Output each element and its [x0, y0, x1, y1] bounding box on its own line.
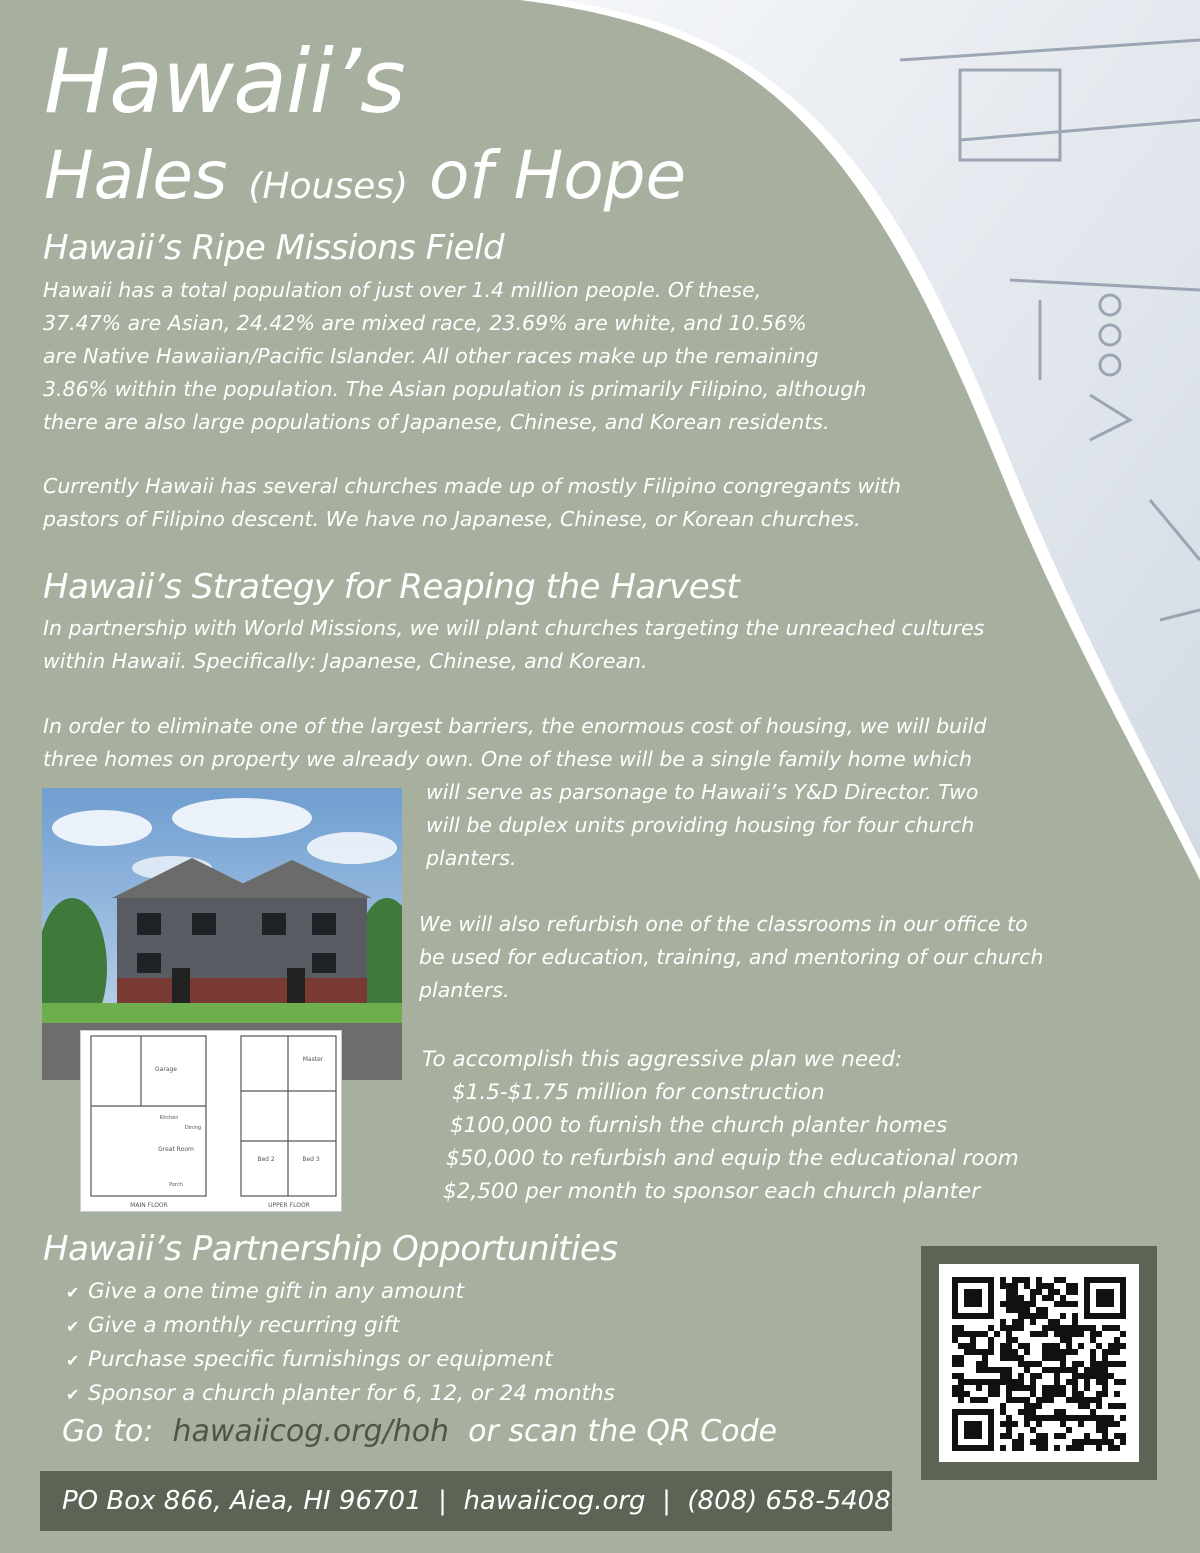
need-item: $50,000 to refurbish and equip the educational room	[446, 1146, 1019, 1171]
need-item: $1.5-$1.75 million for construction	[452, 1080, 825, 1105]
goto-suffix: or scan the QR Code	[449, 1414, 777, 1449]
plan-dining-label: Dining	[184, 1125, 202, 1131]
need-item: $2,500 per month to sponsor each church planter	[443, 1179, 981, 1204]
plan-master-label: Master	[302, 1056, 324, 1063]
list-item	[66, 1275, 615, 1309]
opportunity-text: Sponsor a church planter for 6, 12, or 24 months	[88, 1381, 615, 1406]
main-title-line2	[44, 137, 687, 214]
opportunity-text: Purchase specific furnishings or equipment	[88, 1347, 553, 1372]
list-item	[66, 1377, 615, 1411]
main-title-line1: Hawaii’s	[44, 30, 405, 133]
goto-prefix: Go to:	[62, 1414, 173, 1449]
section-strategy-heading: Hawaii’s Strategy for Reaping the Harvest	[43, 567, 740, 607]
housing-paragraph: In order to eliminate one of the largest barriers, the enormous cost of housing, we will build three homes on property we already own. One of these will be a single family home which	[43, 714, 987, 771]
plan-great-room-label: Great Room	[158, 1146, 194, 1153]
list-item	[66, 1309, 615, 1343]
list-item	[66, 1343, 615, 1377]
funding-needs	[422, 1043, 1019, 1208]
plan-garage-label: Garage	[155, 1066, 177, 1073]
churches-paragraph: Currently Hawaii has several churches made up of mostly Filipino congregants with pastors of Filipino descent. We have no Japanese, Chinese, or Korean churches.	[43, 474, 901, 531]
plan-main-floor-label: MAIN FLOOR	[130, 1202, 168, 1209]
opportunity-text: Give a one time gift in any amount	[88, 1279, 464, 1304]
title-houses: (Houses)	[248, 166, 409, 207]
checkmark-icon: ✔	[66, 1385, 80, 1404]
qr-code[interactable]	[939, 1264, 1139, 1462]
plan-bed3-label: Bed 3	[302, 1156, 320, 1163]
plan-upper-floor-label: UPPER FLOOR	[268, 1202, 310, 1209]
classroom-paragraph: We will also refurbish one of the classrooms in our office to be used for education, training, and mentoring of our church planters.	[419, 912, 1044, 1002]
need-item: $100,000 to furnish the church planter homes	[450, 1113, 948, 1138]
section-partnership-heading: Hawaii’s Partnership Opportunities	[43, 1229, 618, 1269]
checkmark-icon: ✔	[66, 1283, 80, 1302]
opportunity-text: Give a monthly recurring gift	[88, 1313, 400, 1338]
checkmark-icon: ✔	[66, 1317, 80, 1336]
qr-code-frame	[921, 1246, 1157, 1480]
partnership-list	[66, 1275, 615, 1411]
plan-porch-label: Porch	[169, 1182, 183, 1188]
plan-kitchen-label: Kitchen	[159, 1115, 179, 1121]
partnership-paragraph: In partnership with World Missions, we will plant churches targeting the unreached cultures within Hawaii. Specifically: Japanese, Chinese, and Korean.	[43, 616, 985, 673]
plan-bed2-label: Bed 2	[257, 1156, 275, 1163]
contact-footer: PO Box 866, Aiea, HI 96701 | hawaiicog.org | (808) 658-5408	[40, 1471, 892, 1531]
population-paragraph: Hawaii has a total population of just over 1.4 million people. Of these, 37.47% are Asian, 24.42% are mixed race, 23.69% are white, and 10.56% are Native Hawaiian/Pacific Islander. All other races make up the remaining 3.86% within the population. The Asian population is primarily Filipino, although there are also large populations of Japanese, Chinese, and Korean residents.	[43, 278, 867, 434]
title-hales: Hales	[44, 137, 249, 214]
needs-intro: To accomplish this aggressive plan we need:	[422, 1047, 903, 1072]
section-ripe-missions-heading: Hawaii’s Ripe Missions Field	[43, 228, 505, 268]
title-of-hope: of Hope	[408, 137, 687, 214]
checkmark-icon: ✔	[66, 1351, 80, 1370]
call-to-action	[62, 1414, 777, 1449]
floor-plan-image	[80, 1030, 342, 1212]
donation-link[interactable]: hawaiicog.org/hoh	[172, 1414, 450, 1449]
parsonage-paragraph: will serve as parsonage to Hawaii’s Y&D Director. Two will be duplex units providing housing for four church planters.	[426, 780, 979, 870]
